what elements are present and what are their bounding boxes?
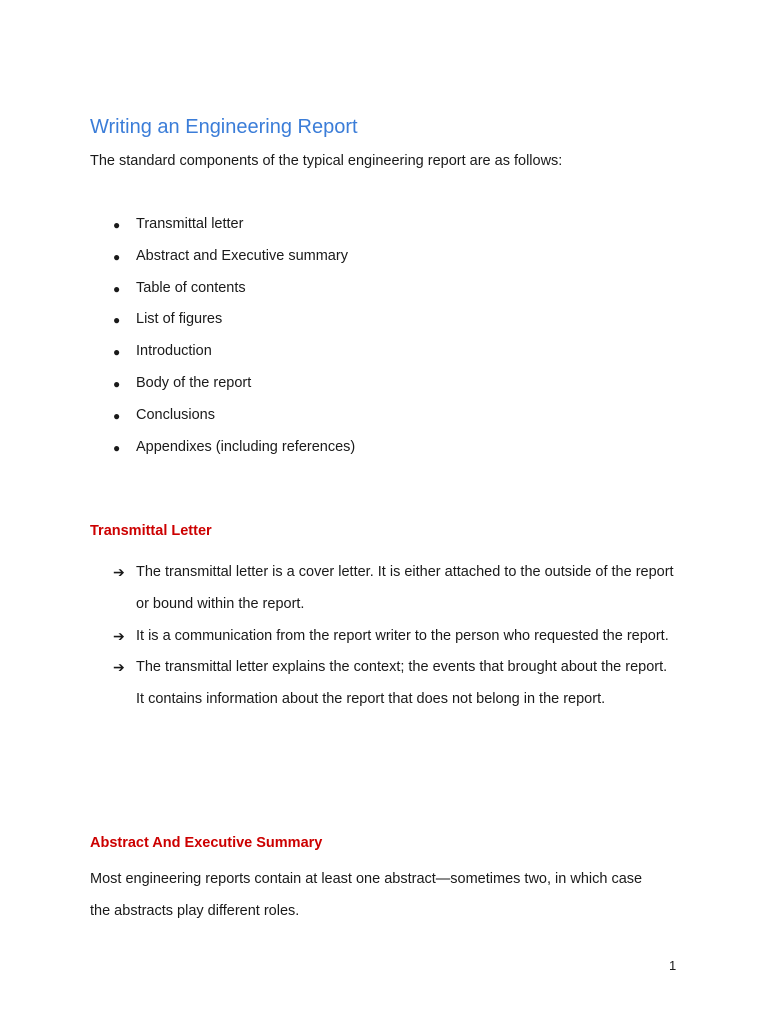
list-item-label: Table of contents — [136, 279, 246, 296]
page-title: Writing an Engineering Report — [90, 116, 358, 138]
components-list — [0, 214, 768, 468]
bullet-icon: ● — [113, 218, 121, 232]
list-item — [0, 621, 768, 653]
bullet-icon: ● — [113, 376, 121, 391]
list-item-text: The transmittal letter is a cover letter. It is either attached to the outside of the report or bound within the report. — [136, 564, 674, 612]
list-item — [0, 652, 768, 716]
intro-text: The standard components of the typical engineering report are as follows: — [90, 153, 563, 169]
transmittal-points-list — [0, 557, 768, 716]
bullet-icon: ● — [113, 281, 121, 296]
list-item — [0, 246, 768, 278]
list-item — [0, 214, 768, 246]
list-item-label: Conclusions — [136, 406, 215, 423]
list-item — [0, 437, 768, 469]
list-item — [0, 373, 768, 405]
bullet-icon: ● — [113, 408, 121, 423]
bullet-icon: ● — [113, 345, 121, 360]
list-item-text: The transmittal letter explains the context; the events that brought about the report. It contains information about the report that does not belong in the report. — [136, 659, 668, 708]
list-item-label: Introduction — [136, 343, 212, 360]
list-item — [0, 341, 768, 373]
section-heading-transmittal-letter: Transmittal Letter — [90, 523, 212, 539]
arrow-right-icon: ➔ — [113, 564, 125, 580]
bullet-icon: ● — [113, 249, 121, 264]
list-item — [0, 557, 768, 621]
list-item-label: Appendixes (including references) — [136, 438, 356, 455]
abstract-paragraph: Most engineering reports contain at least one abstract—sometimes two, in which case the abstracts play different roles. — [90, 871, 643, 919]
list-item — [0, 278, 768, 310]
list-item-label: Abstract and Executive summary — [136, 247, 348, 264]
arrow-right-icon: ➔ — [113, 659, 125, 676]
bullet-icon: ● — [113, 313, 121, 328]
page-number: 1 — [669, 958, 677, 973]
list-item-label: Transmittal letter — [136, 216, 244, 232]
section-heading-abstract: Abstract And Executive Summary — [90, 835, 323, 851]
list-item — [0, 405, 768, 437]
arrow-right-icon: ➔ — [113, 627, 125, 644]
bullet-icon: ● — [113, 440, 121, 455]
list-item-label: List of figures — [136, 311, 223, 328]
list-item — [0, 309, 768, 341]
list-item-label: Body of the report — [136, 374, 252, 391]
list-item-text: It is a communication from the report writer to the person who requested the report. — [136, 627, 669, 644]
